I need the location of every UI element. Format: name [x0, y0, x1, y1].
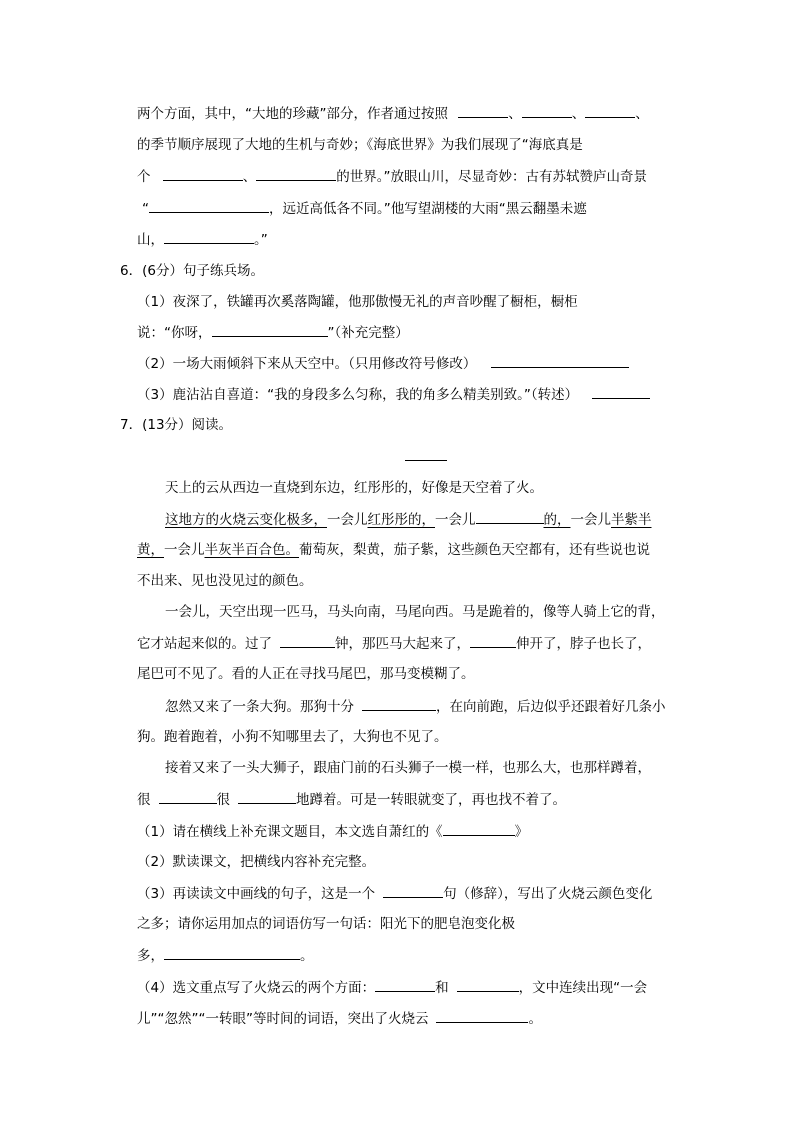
text: （3）鹿沾沾自喜道：“我的身段多么匀称，我的角多么精美别致。”（转述） [137, 387, 579, 403]
paragraph-line [165, 509, 652, 530]
sub-question [137, 945, 314, 966]
answer-blank[interactable] [457, 977, 519, 992]
answer-blank[interactable] [149, 198, 269, 213]
text: 、 [508, 106, 522, 122]
text: 。 [300, 948, 314, 964]
text: 很 [137, 792, 151, 808]
text: 个 [137, 169, 151, 185]
paragraph-line [165, 478, 543, 498]
text-line [137, 292, 578, 312]
question-header [120, 261, 264, 281]
text: 一会儿 [570, 512, 611, 528]
text: 山， [137, 232, 164, 248]
text: 、 [635, 106, 649, 122]
text: 7．(13分）阅读。 [120, 417, 233, 433]
text: 一会儿，天空出现一匹马，马头向南，马尾向西。马是跪着的，像等人骑上它的背， [165, 604, 665, 620]
answer-blank[interactable] [470, 633, 516, 648]
title-blank[interactable] [405, 459, 447, 461]
text-line [137, 166, 647, 187]
text: 多， [137, 948, 164, 964]
text: 和 [435, 980, 449, 996]
text: 一会儿 [164, 542, 205, 558]
text: 一会儿 [327, 512, 368, 528]
text: “ [142, 201, 149, 217]
text: （1）请在横线上补充课文题目，本文选自萧红的《 [137, 824, 443, 840]
answer-blank[interactable] [238, 789, 296, 804]
underlined-text: 半紫半 [611, 512, 652, 528]
text: 一会儿 [435, 512, 476, 528]
answer-blank[interactable] [280, 633, 335, 648]
text: 尾巴可不见了。看的人正在寻找马尾巴，那马变模糊了。 [137, 666, 475, 682]
underlined-text: 红彤彤的， [367, 512, 435, 528]
paragraph-line [165, 602, 665, 622]
text: ，在向前跑，后边似乎还跟着好几条小 [436, 699, 666, 715]
text: 狗。跑着跑着，小狗不知哪里去了，大狗也不见了。 [137, 729, 448, 745]
text: 忽然又来了一条大狗。那狗十分 [165, 699, 354, 715]
text: 句（修辞），写出了火烧云颜色变化 [443, 886, 653, 902]
text: 儿”“忽然”“一转眼”等时间的词语，突出了火烧云 [137, 1011, 429, 1027]
sub-question [137, 883, 652, 904]
text: 钟，那匹马大起来了， [335, 636, 470, 652]
text-line [137, 135, 583, 155]
text-line [137, 353, 629, 374]
text: 的世界。”放眼山川，尽显奇妙：古有苏轼赞庐山奇景 [336, 169, 648, 185]
text: ”（补充完整） [327, 325, 409, 341]
text: （2）默读课文，把横线内容补充完整。 [137, 854, 376, 870]
answer-blank[interactable] [383, 883, 443, 898]
text: （3）再读读文中画线的句子，这是一个 [137, 886, 376, 902]
answer-blank[interactable] [375, 977, 435, 992]
text: 。 [528, 1011, 542, 1027]
text: 、 [571, 106, 586, 122]
answer-blank[interactable] [362, 696, 436, 711]
text: （2）一场大雨倾斜下来从天空中。（只用修改符号修改） [137, 356, 477, 372]
text-line [137, 229, 268, 250]
text: 。” [254, 232, 268, 248]
paragraph-line [137, 789, 566, 810]
answer-blank[interactable] [164, 229, 254, 244]
paragraph-line [165, 696, 666, 717]
text: 接着又来了一头大狮子，跟庙门前的石头狮子一模一样，也那么大，也那样蹲着， [165, 760, 651, 776]
sub-question [137, 914, 515, 934]
answer-blank[interactable] [164, 945, 300, 960]
text: 6．(6分）句子练兵场。 [120, 263, 264, 279]
text-line [137, 384, 650, 405]
sub-question [137, 821, 528, 842]
text: 天上的云从西边一直烧到东边，红彤彤的，好像是天空着了火。 [165, 480, 543, 496]
answer-blank[interactable] [585, 103, 635, 118]
answer-blank[interactable] [256, 166, 336, 181]
text: 、 [242, 169, 257, 185]
answer-blank[interactable] [436, 1008, 528, 1023]
answer-blank[interactable] [491, 353, 629, 368]
paragraph-line [137, 727, 448, 747]
answer-blank[interactable] [476, 509, 544, 524]
answer-blank[interactable] [212, 322, 328, 337]
underlined-text: 这地方的火烧云变化极多， [165, 512, 327, 528]
sub-question [137, 977, 647, 998]
answer-blank[interactable] [592, 384, 650, 399]
answer-blank[interactable] [163, 166, 243, 181]
answer-blank[interactable] [458, 103, 508, 118]
underlined-text: 黄， [137, 542, 164, 558]
text: ，远近高低各不同。”他写望湖楼的大雨“黑云翻墨未遮 [269, 201, 587, 217]
paragraph-line [137, 571, 313, 591]
paragraph-line [137, 633, 651, 654]
text: ，文中连续出现“一会 [518, 980, 648, 996]
text: （1）夜深了，铁罐再次奚落陶罐，他那傲慢无礼的声音吵醒了橱柜，橱柜 [137, 294, 578, 310]
text: 两个方面，其中，“大地的珍藏”部分，作者通过按照 [137, 106, 448, 122]
text: 很 [216, 792, 230, 808]
text: 的季节顺序展现了大地的生机与奇妙；《海底世界》为我们展现了“海底真是 [137, 137, 583, 153]
paragraph-line [165, 758, 651, 778]
paragraph-line [137, 540, 650, 560]
text: 》 [514, 824, 529, 840]
text: 伸开了，脖子也长了， [516, 636, 651, 652]
text-line [137, 103, 649, 124]
answer-blank[interactable] [159, 789, 217, 804]
paragraph-line [137, 664, 475, 684]
text: （4）选文重点写了火烧云的两个方面： [137, 980, 376, 996]
text: 不出来、见也没见过的颜色。 [137, 573, 313, 589]
text: 之多；请你运用加点的词语仿写一句话：阳光下的肥皂泡变化极 [137, 916, 515, 932]
text-line [137, 322, 409, 343]
sub-question [137, 1008, 542, 1029]
underlined-text: 的， [543, 512, 571, 528]
question-header [120, 415, 232, 435]
answer-blank[interactable] [522, 103, 572, 118]
text: 地蹲着。可是一转眼就变了，再也找不着了。 [296, 792, 566, 808]
text: 葡萄灰，梨黄，茄子紫，这些颜色天空都有，还有些说也说 [299, 542, 650, 558]
answer-blank[interactable] [443, 821, 515, 836]
text: 说：“你呀， [137, 325, 212, 341]
text-line [142, 198, 587, 219]
sub-question [137, 852, 375, 872]
underlined-text: 半灰半百合色。 [204, 542, 299, 558]
text: 它才站起来似的。过了 [137, 636, 272, 652]
